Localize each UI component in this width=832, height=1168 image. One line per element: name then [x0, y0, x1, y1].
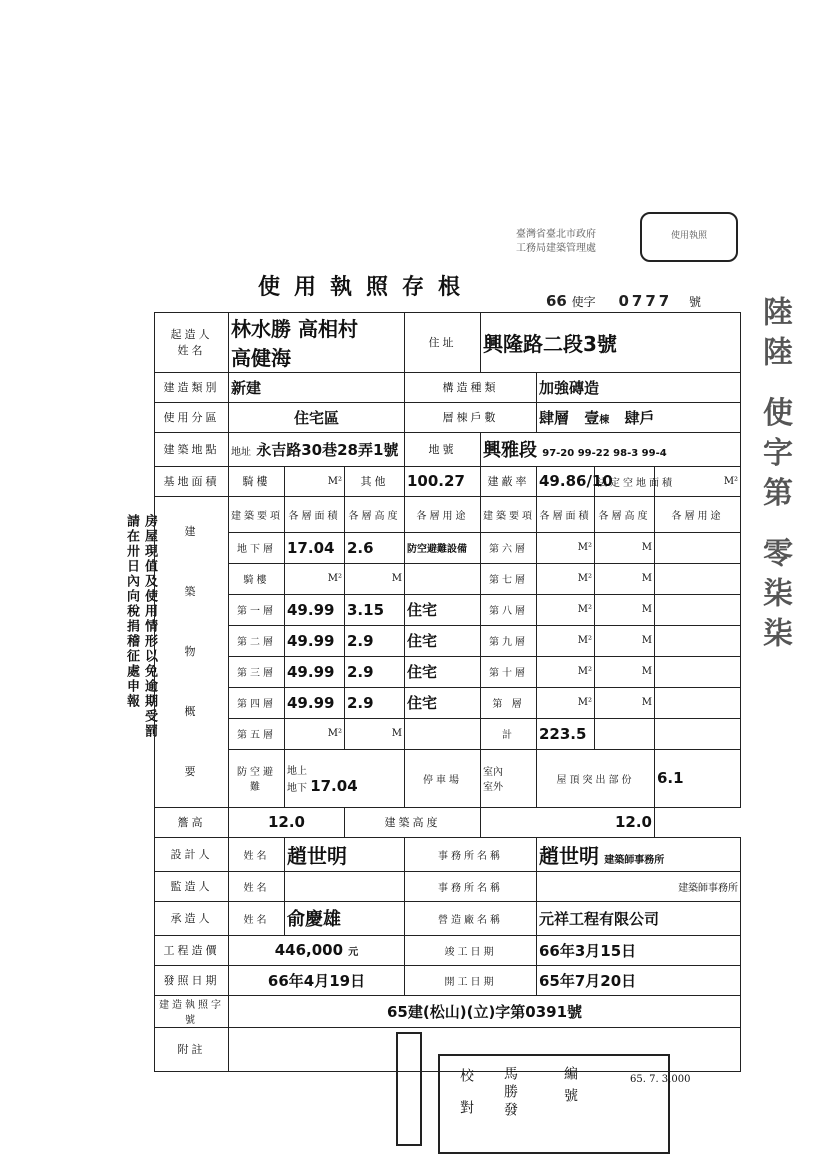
unit-m: M — [595, 532, 655, 563]
unit-m2: M² — [285, 563, 345, 594]
roof-label: 屋頂突出部份 — [537, 749, 655, 807]
unit-m: M — [595, 563, 655, 594]
unit-m2: M² — [537, 532, 595, 563]
site-label: 建築地點 — [155, 432, 229, 466]
right-edge-text: 陸陸 使字第 零柒柒 — [757, 296, 792, 657]
permit-suffix: 號 — [688, 295, 701, 309]
supervisor-office-suffix: 建築師事務所 — [537, 871, 741, 901]
coverage-label: 建蔽率 — [481, 466, 537, 496]
arcade-label: 騎樓 — [229, 466, 285, 496]
designer-name-label: 姓名 — [229, 837, 285, 871]
unit-m: M — [595, 625, 655, 656]
check-stamp-label: 校對 — [458, 1068, 474, 1132]
floor-use: 住宅 — [405, 687, 481, 718]
shelter-values — [285, 749, 405, 807]
floor-name-r: 第九層 — [481, 625, 537, 656]
floor-name: 第一層 — [229, 594, 285, 625]
cost-amount: 446,000 — [274, 941, 344, 959]
floor-name: 第五層 — [229, 718, 285, 749]
floor-name: 第三層 — [229, 656, 285, 687]
floor-row — [155, 563, 741, 594]
date-stamp — [396, 1032, 422, 1146]
check-stamp-name: 馬勝發 — [502, 1066, 518, 1120]
site-address-value: 永吉路30巷28弄1號 — [256, 440, 399, 459]
floor-area: 17.04 — [285, 532, 345, 563]
floor-name: 騎樓 — [229, 563, 285, 594]
type-label: 建造類別 — [155, 372, 229, 402]
struct-label: 構造種類 — [405, 372, 537, 402]
done-label: 竣工日期 — [405, 935, 537, 965]
floor-area: 49.99 — [285, 594, 345, 625]
designer-name: 趙世明 — [285, 837, 405, 871]
supervisor-office-label: 事務所名稱 — [405, 871, 537, 901]
applicant-label — [155, 312, 229, 372]
hdr-items-r: 建築要項 — [481, 496, 537, 532]
permit-no: 0777 — [618, 292, 673, 310]
header-stamp — [516, 228, 596, 256]
total-label: 計 — [481, 718, 537, 749]
bld-height-value: 12.0 — [481, 807, 655, 837]
floor-use: 住宅 — [405, 594, 481, 625]
lot-value — [481, 432, 741, 466]
bldg-unit: 棟 — [599, 414, 610, 426]
bldg-count: 壹 — [584, 408, 600, 427]
cost-value — [229, 935, 405, 965]
unit-m2: M² — [537, 563, 595, 594]
applicant-names — [229, 312, 405, 372]
bl-3: 概 — [184, 704, 199, 718]
floor-use: 住宅 — [405, 625, 481, 656]
check-stamp-seal: 編號 — [562, 1066, 578, 1110]
floor-height: 2.9 — [345, 625, 405, 656]
shelter-above: 地上 — [287, 765, 307, 777]
applicant-names-1: 林水勝 高相村 — [231, 317, 358, 341]
units-count: 肆戶 — [624, 408, 655, 427]
shelter-below: 地下 — [287, 782, 307, 794]
use-label: 使用分區 — [155, 402, 229, 432]
cost-unit: 元 — [348, 947, 359, 958]
unit-m2: M² — [537, 656, 595, 687]
bl-1: 築 — [184, 584, 199, 598]
supervisor-label: 監造人 — [155, 871, 229, 901]
unit-m: M — [345, 718, 405, 749]
hdr-area-r: 各層面積 — [537, 496, 595, 532]
hdr-use: 各層用途 — [405, 496, 481, 532]
unit-m: M — [345, 563, 405, 594]
lot-numbers: 97-20 99-22 98-3 99-4 — [542, 448, 667, 459]
side-note-2: 房屋現值及使用情形以免逾期受罰 — [142, 514, 157, 739]
remark-label: 附註 — [155, 1027, 229, 1071]
address-label: 住址 — [405, 312, 481, 372]
unit-m: M — [595, 656, 655, 687]
floors-label: 層棟戶數 — [405, 402, 537, 432]
permit-no-value: 65建(松山)(立)字第0391號 — [229, 995, 741, 1027]
applicant-label-1: 起造人 — [170, 328, 213, 341]
hdr-height-r: 各層高度 — [595, 496, 655, 532]
parking-values — [481, 749, 537, 807]
unit-m2: M² — [537, 594, 595, 625]
done-date: 66年3月15日 — [537, 935, 741, 965]
contractor-firm: 元祥工程有限公司 — [537, 901, 741, 935]
site-sub: 地址 — [231, 446, 251, 458]
lot-section: 興雅段 — [483, 440, 537, 461]
floor-name: 地下層 — [229, 532, 285, 563]
floor-name-r: 第六層 — [481, 532, 537, 563]
other-value: 100.27 — [405, 466, 481, 496]
shelter-below-val: 17.04 — [310, 776, 358, 795]
floor-row — [155, 594, 741, 625]
floor-name-r: 第十層 — [481, 656, 537, 687]
bl-0: 建 — [184, 524, 199, 538]
floor-name: 第四層 — [229, 687, 285, 718]
bl-2: 物 — [184, 644, 199, 658]
open-unit: M² — [655, 466, 741, 496]
header-stamp-box: 使用執照 — [640, 212, 738, 262]
hdr-area: 各層面積 — [285, 496, 345, 532]
applicant-address: 興隆路二段3號 — [481, 312, 741, 372]
total-area: 223.5 — [537, 718, 595, 749]
floor-height: 3.15 — [345, 594, 405, 625]
shelter-label: 防空避難 — [229, 749, 285, 807]
bld-height-label: 建築高度 — [345, 807, 481, 837]
designer-office — [537, 837, 741, 871]
parking-indoor: 室內 — [483, 767, 503, 778]
roof-value: 6.1 — [655, 749, 741, 807]
floor-row — [155, 687, 741, 718]
floor-row — [155, 656, 741, 687]
designer-label: 設計人 — [155, 837, 229, 871]
floor-name-r: 第 層 — [481, 687, 537, 718]
page-title: 使用執照存根 — [258, 274, 475, 300]
issue-date: 66年4月19日 — [229, 965, 405, 995]
applicant-names-2: 高健海 — [231, 346, 291, 370]
floor-height: 2.9 — [345, 656, 405, 687]
bl-4: 要 — [184, 764, 199, 778]
floor-row — [155, 625, 741, 656]
floor-name-r: 第八層 — [481, 594, 537, 625]
floor-height: 2.9 — [345, 687, 405, 718]
building-label — [155, 496, 229, 807]
site-address — [229, 432, 405, 466]
cost-label: 工程造價 — [155, 935, 229, 965]
eave-label: 簷高 — [155, 807, 229, 837]
floor-area: 49.99 — [285, 656, 345, 687]
other-label: 其他 — [345, 466, 405, 496]
coverage-value: 49.86/10 — [537, 466, 595, 496]
parking-label: 停車場 — [405, 749, 481, 807]
unit-m2: M² — [285, 718, 345, 749]
designer-office-label: 事務所名稱 — [405, 837, 537, 871]
floor-area: 49.99 — [285, 625, 345, 656]
unit-m: M — [595, 594, 655, 625]
floor-height: 2.6 — [345, 532, 405, 563]
eave-value: 12.0 — [229, 807, 345, 837]
lot-label: 地號 — [405, 432, 481, 466]
use-value: 住宅區 — [229, 402, 405, 432]
floor-row — [155, 718, 741, 749]
contractor-name-label: 姓名 — [229, 901, 285, 935]
contractor-firm-label: 營造廠名稱 — [405, 901, 537, 935]
contractor-name: 俞慶雄 — [285, 901, 405, 935]
designer-office-suffix: 建築師事務所 — [604, 854, 665, 866]
hdr-items: 建築要項 — [229, 496, 285, 532]
header-stamp-line1: 臺灣省臺北市政府 — [516, 229, 596, 240]
unit-m2: M² — [537, 625, 595, 656]
floor-area: 49.99 — [285, 687, 345, 718]
print-info: 65. 7. 3,000 — [630, 1074, 691, 1085]
start-date: 65年7月20日 — [537, 965, 741, 995]
issue-label: 發照日期 — [155, 965, 229, 995]
permit-form — [154, 256, 741, 1072]
applicant-label-2: 姓名 — [177, 344, 206, 357]
arcade-unit: M² — [285, 466, 345, 496]
check-stamp — [438, 1054, 670, 1154]
area-label: 基地面積 — [155, 466, 229, 496]
hdr-height: 各層高度 — [345, 496, 405, 532]
struct-value: 加強磚造 — [537, 372, 741, 402]
designer-office-name: 趙世明 — [539, 843, 599, 868]
unit-m2: M² — [537, 687, 595, 718]
floor-name: 第二層 — [229, 625, 285, 656]
floor-name-r: 第七層 — [481, 563, 537, 594]
floor-use: 防空避難設備 — [405, 532, 481, 563]
hdr-use-r: 各層用途 — [655, 496, 741, 532]
unit-m: M — [595, 687, 655, 718]
start-label: 開工日期 — [405, 965, 537, 995]
side-note-1: 請在卅日內向稅捐稽征處申報 — [124, 514, 139, 709]
permit-no-label: 建造執照字號 — [155, 995, 229, 1027]
type-value: 新建 — [229, 372, 405, 402]
floors-value — [537, 402, 741, 432]
floor-row — [155, 532, 741, 563]
open-label: 法定空地面積 — [595, 466, 655, 496]
supervisor-name-label: 姓名 — [229, 871, 285, 901]
header-stamp-line2: 工務局建築管理處 — [516, 243, 596, 254]
floor-use: 住宅 — [405, 656, 481, 687]
contractor-label: 承造人 — [155, 901, 229, 935]
parking-outdoor: 室外 — [483, 782, 503, 793]
permit-year: 66 — [546, 292, 567, 310]
permit-label: 使字 — [571, 295, 596, 309]
floors-count: 肆層 — [539, 408, 570, 427]
